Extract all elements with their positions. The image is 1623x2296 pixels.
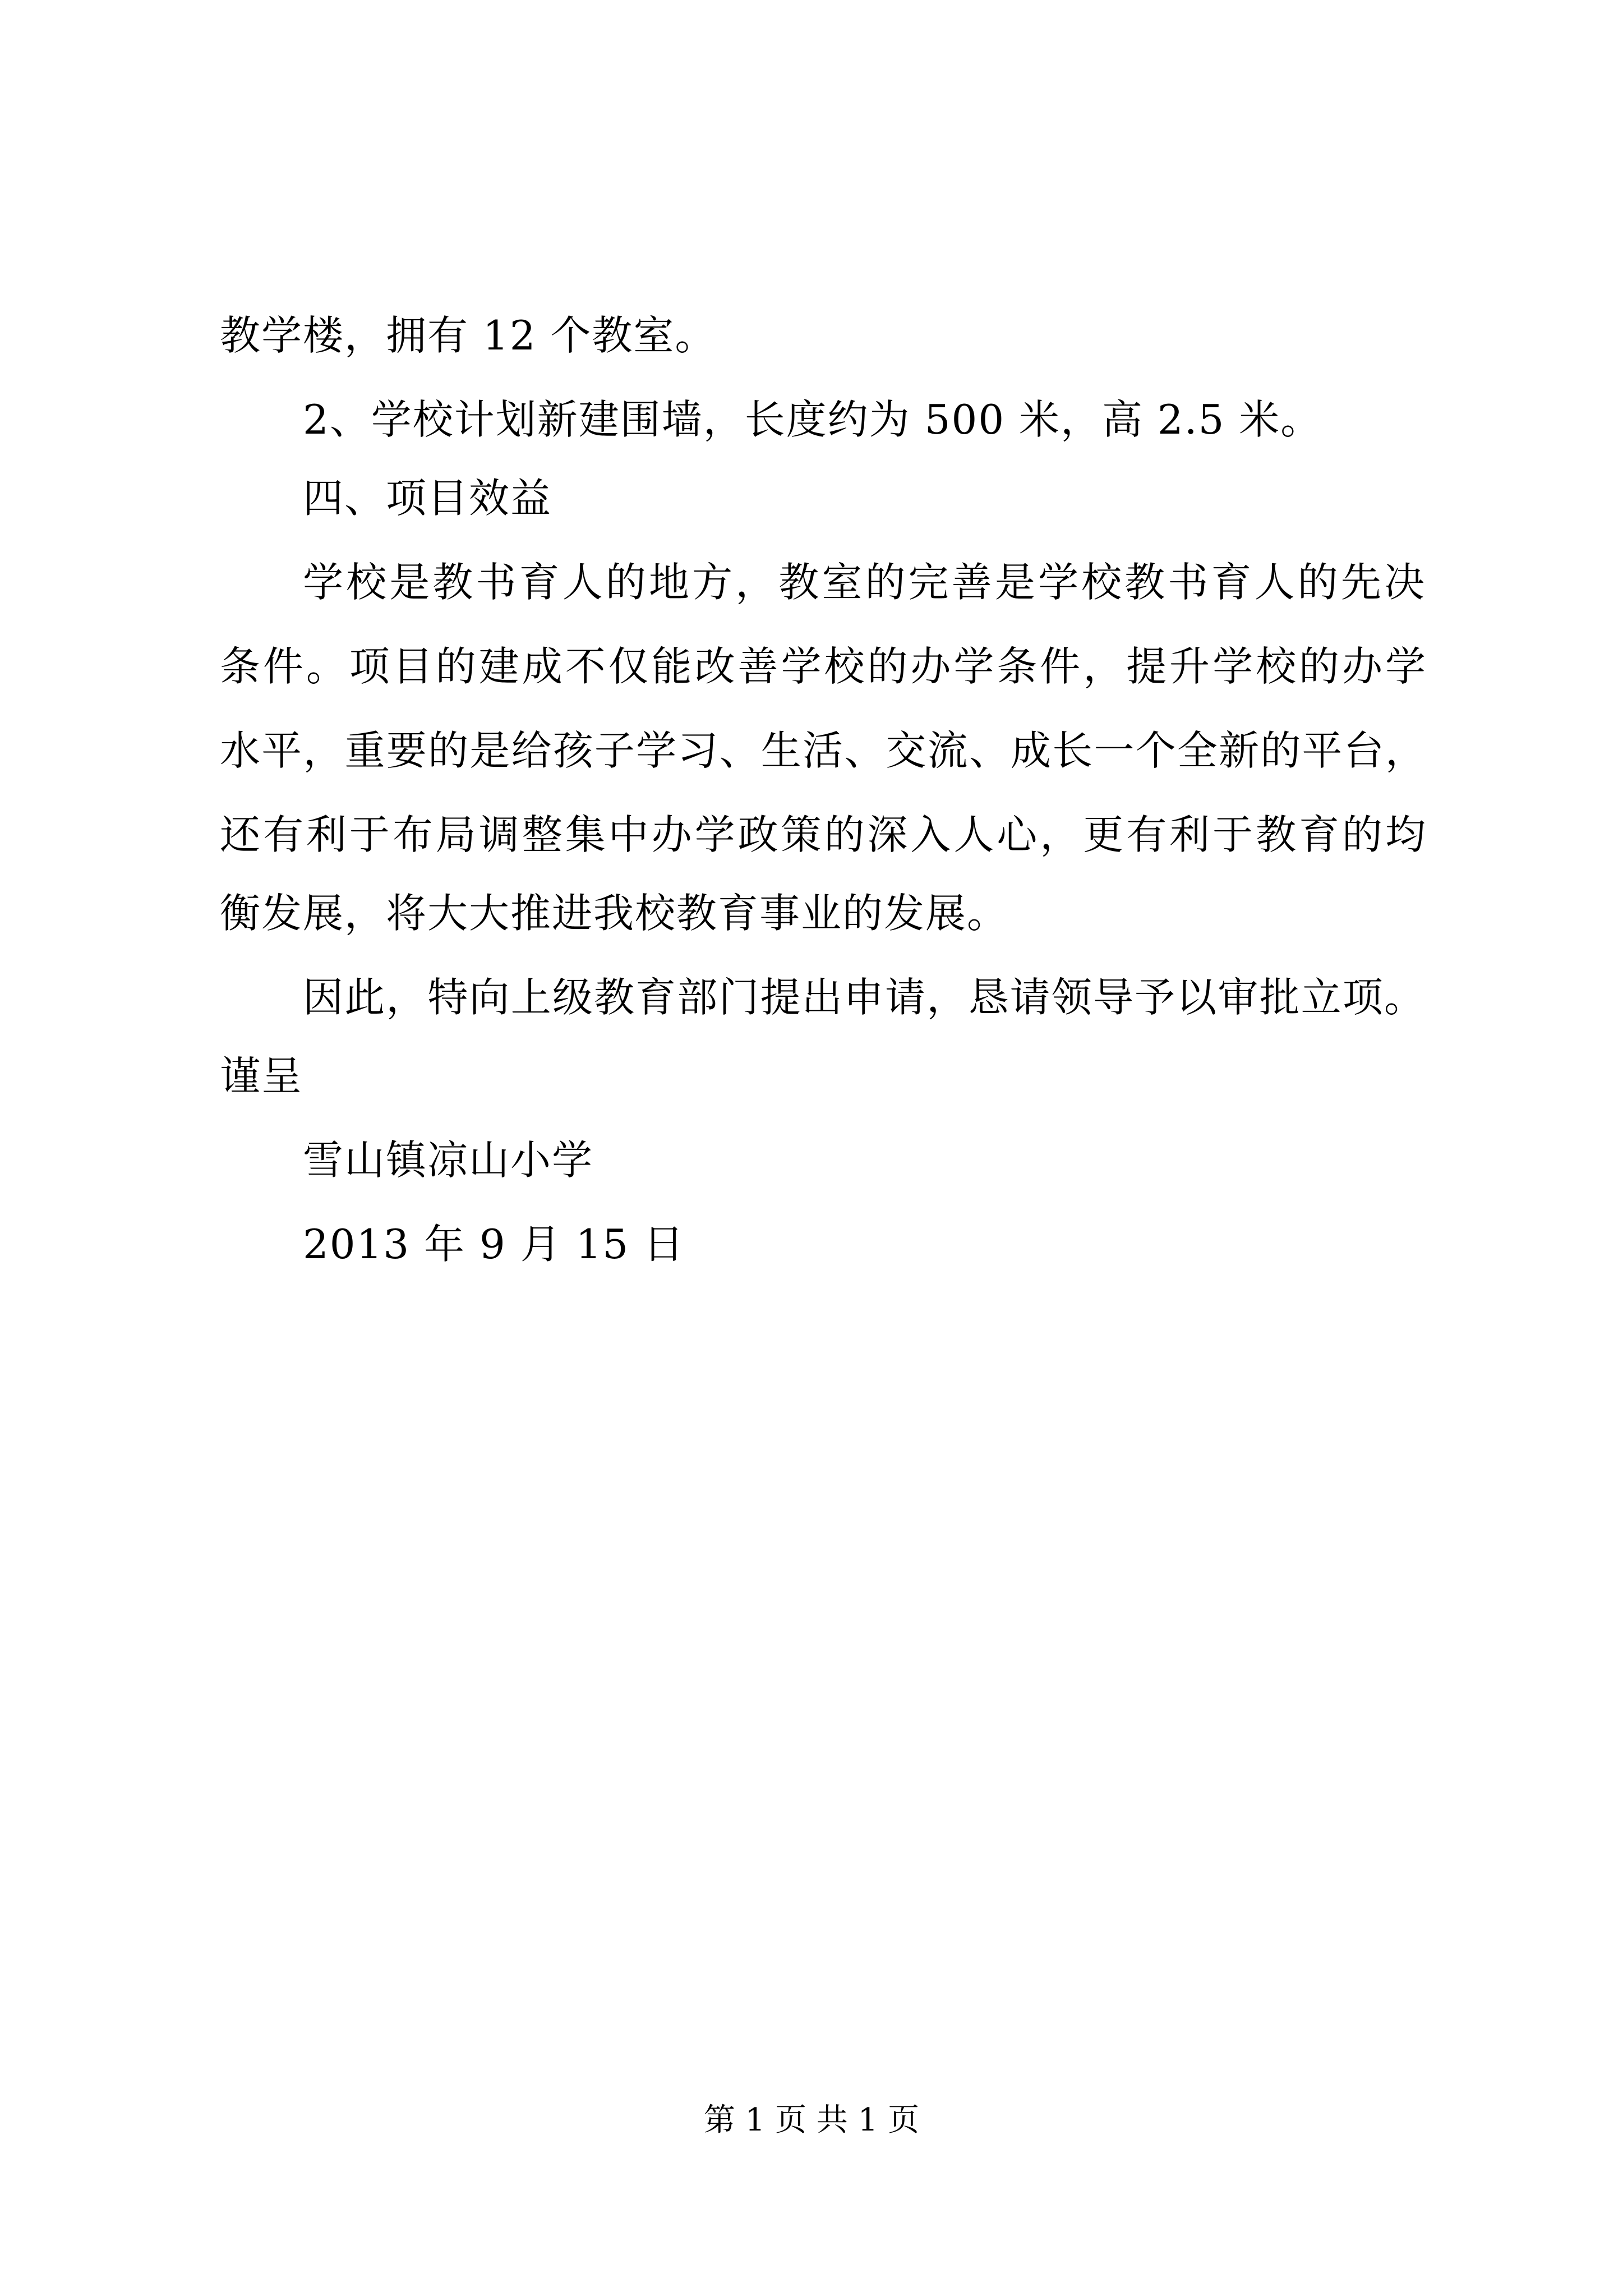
body-line-7: 还有利于布局调整集中办学政策的深入人心，更有利于教育的均: [220, 811, 1426, 858]
body-line-6: 水平，重要的是给孩子学习、生活、交流、成长一个全新的平台，: [220, 727, 1426, 774]
page-number-footer: 第 1 页 共 1 页: [703, 2102, 920, 2138]
closing-line: 谨呈: [220, 1052, 303, 1099]
body-line-1: 教学楼，拥有 12 个教室。: [220, 312, 717, 359]
signature-school: 雪山镇凉山小学: [303, 1137, 594, 1184]
body-line-4: 学校是教书育人的地方，教室的完善是学校教书育人的先决: [303, 559, 1424, 606]
signature-date: 2013 年 9 月 15 日: [303, 1221, 685, 1268]
body-line-2: 2、学校计划新建围墙，长度约为 500 米，高 2.5 米。: [303, 396, 1322, 443]
body-line-9: 因此，特向上级教育部门提出申请，恳请领导予以审批立项。: [303, 974, 1424, 1021]
body-line-8: 衡发展，将大大推进我校教育事业的发展。: [220, 890, 1009, 937]
section-heading: 四、项目效益: [303, 475, 552, 522]
body-line-5: 条件。项目的建成不仅能改善学校的办学条件，提升学校的办学: [220, 643, 1426, 690]
